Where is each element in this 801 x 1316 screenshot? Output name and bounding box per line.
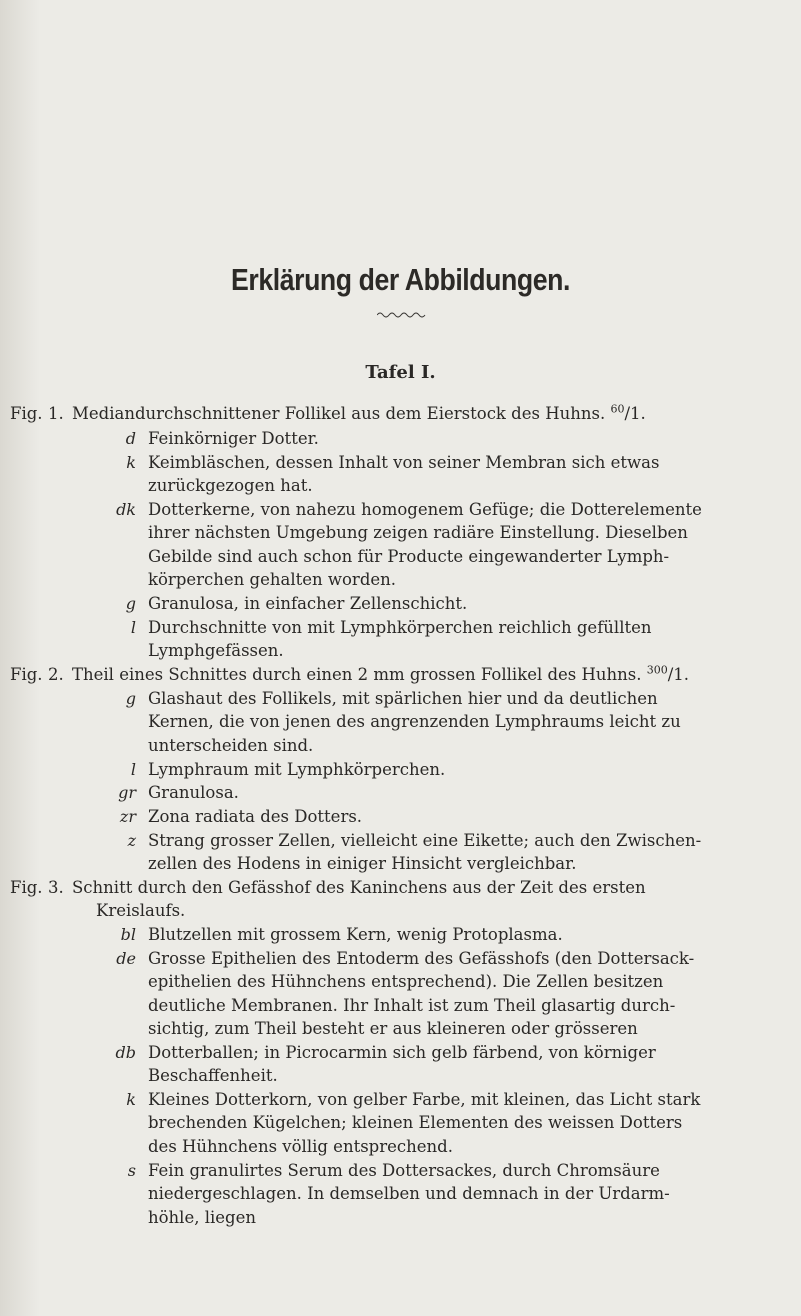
figure-heading	[72, 664, 689, 686]
legend-text: Gebilde sind auch schon für Producte eingewanderter Lymph-	[148, 547, 670, 566]
legend-text: unterscheiden sind.	[148, 736, 314, 755]
legend-text: Fein granulirtes Serum des Dottersackes, durch Chromsäure	[148, 1161, 660, 1180]
legend-key: k	[126, 453, 136, 472]
legend-text: ihrer nächsten Umgebung zeigen radiäre Einstellung. Dieselben	[148, 523, 688, 542]
fig-number: 3.	[48, 878, 64, 897]
legend-text: Durchschnitte von mit Lymphkörperchen reichlich gefüllten	[148, 618, 652, 637]
legend-text: des Hühnchens völlig entsprechend.	[148, 1137, 453, 1156]
legend-text: Kernen, die von jenen des angrenzenden Lymphraums leicht zu	[148, 712, 681, 731]
magnification: $^{60}$/1.	[610, 402, 646, 423]
legend-text: Feinkörniger Dotter.	[148, 429, 319, 448]
legend-text: Zona radiata des Dotters.	[148, 807, 363, 826]
legend-text: höhle, liegen	[148, 1208, 256, 1227]
legend-key: de	[116, 949, 136, 968]
figure-heading	[72, 403, 646, 425]
legend-text: Blutzellen mit grossem Kern, wenig Protoplasma.	[148, 925, 563, 944]
legend-text: deutliche Membranen. Ihr Inhalt ist zum Theil glasartig durch-	[148, 996, 676, 1015]
legend-text: Dotterballen; in Picrocarmin sich gelb färbend, von körniger	[148, 1043, 656, 1062]
legend-text: niedergeschlagen. In demselben und demnach in der Urdarm-	[148, 1184, 670, 1203]
legend-text: epithelien des Hühnchens entsprechend). Die Zellen besitzen	[148, 972, 664, 991]
fig-label: Fig.	[10, 878, 43, 897]
legend-key: l	[130, 618, 136, 637]
figure-heading: Schnitt durch den Gefässhof des Kaninchens aus der Zeit des ersten	[72, 878, 646, 897]
legend-text: Strang grosser Zellen, vielleicht eine Eikette; auch den Zwischen-	[148, 831, 702, 850]
legend-text: Dotterkerne, von nahezu homogenem Gefüge; die Dotterelemente	[148, 500, 702, 519]
legend-text: Granulosa.	[148, 783, 239, 802]
figure-heading: Kreislaufs.	[96, 901, 186, 920]
legend-key: gr	[118, 783, 136, 802]
legend-key: zr	[119, 807, 136, 826]
legend-key: dk	[116, 500, 136, 519]
decorative-wave-divider	[377, 310, 427, 318]
legend-key: g	[125, 689, 136, 708]
legend-text: körperchen gehalten worden.	[148, 570, 397, 589]
legend-text: Granulosa, in einfacher Zellenschicht.	[148, 594, 468, 613]
legend-text: Lymphgefässen.	[148, 641, 284, 660]
legend-key: g	[125, 594, 136, 613]
figure-heading-text: Theil eines Schnittes durch einen 2 mm grossen Follikel des Huhns.	[72, 665, 642, 684]
legend-text: Lymphraum mit Lymphkörperchen.	[148, 760, 446, 779]
legend-key: l	[130, 760, 136, 779]
fig-number: 2.	[48, 665, 64, 684]
magnification: $^{300}$/1.	[646, 663, 690, 684]
legend-key: d	[125, 429, 136, 448]
page-edge-shadow	[0, 0, 40, 1316]
legend-text: brechenden Kügelchen; kleinen Elementen des weissen Dotters	[148, 1113, 683, 1132]
legend-key: bl	[120, 925, 136, 944]
legend-text: zurückgezogen hat.	[148, 476, 313, 495]
legend-key: db	[115, 1043, 136, 1062]
legend-text: sichtig, zum Theil besteht er aus kleineren oder grösseren	[148, 1019, 638, 1038]
plate-heading: Tafel I.	[365, 362, 436, 383]
page-title: Erklärung der Abbildungen.	[231, 262, 570, 297]
legend-text: Glashaut des Follikels, mit spärlichen hier und da deutlichen	[148, 689, 658, 708]
legend-key: k	[126, 1090, 136, 1109]
legend-text: Kleines Dotterkorn, von gelber Farbe, mit kleinen, das Licht stark	[148, 1090, 701, 1109]
legend-text: Grosse Epithelien des Entoderm des Gefässhofs (den Dottersack-	[148, 949, 695, 968]
figure-heading-text: Mediandurchschnittener Follikel aus dem Eierstock des Huhns.	[72, 404, 606, 423]
legend-key: z	[127, 831, 136, 850]
fig-label: Fig.	[10, 404, 43, 423]
legend-text: Keimbläschen, dessen Inhalt von seiner Membran sich etwas	[148, 453, 660, 472]
fig-number: 1.	[48, 404, 64, 423]
legend-text: zellen des Hodens in einiger Hinsicht vergleichbar.	[148, 854, 577, 873]
fig-label: Fig.	[10, 665, 43, 684]
legend-key: s	[127, 1161, 136, 1180]
legend-text: Beschaffenheit.	[148, 1066, 278, 1085]
